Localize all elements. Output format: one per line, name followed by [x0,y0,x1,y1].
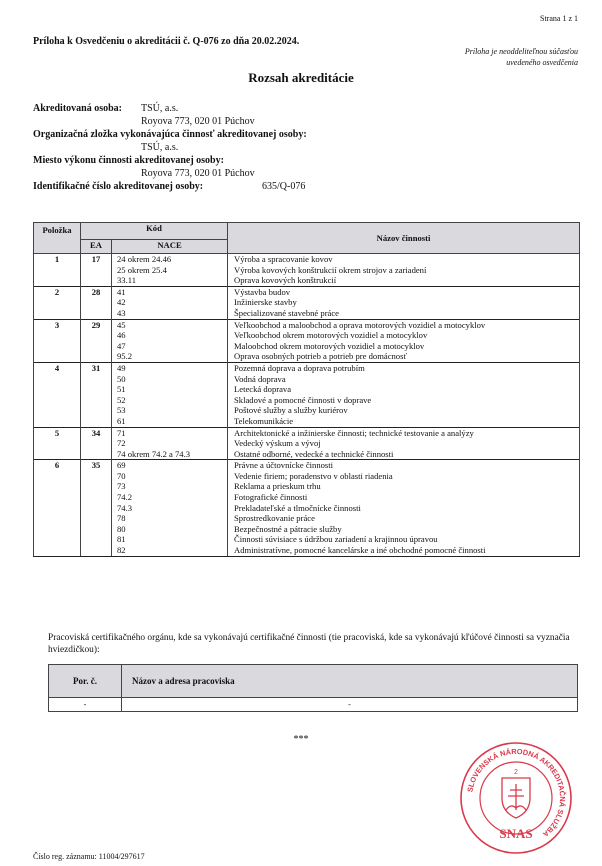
activity-cell [228,254,580,287]
activity-name: Sprostredkovanie práce [234,513,315,524]
id-label: Identifikačné číslo akreditovanej osoby: [33,181,204,192]
polozka-number: 1 [54,254,60,264]
end-marker: *** [293,734,309,745]
polozka-cell [34,460,81,556]
activity-name: Veľkoobchod a maloobchod a oprava motorových vozidiel a motocyklov [234,319,486,330]
nace-code: 74.2 [117,492,133,503]
ea-code: 34 [91,427,101,438]
ea-cell [81,286,112,319]
ea-code: 29 [91,319,101,330]
table-row [34,286,580,319]
nace-code: 33.11 [117,275,137,286]
activity-name: Ostatné odborné, vedecké a technické činnosti [234,448,394,459]
header-polozka: Položka [34,223,81,254]
activity-name: Vedenie firiem; poradenstvo v oblasti riadenia [234,470,393,481]
nace-code: 52 [117,394,126,405]
stamp-center-text: SNAS [499,826,533,841]
activity-name: Fotografické činnosti [234,492,308,503]
person-name: TSÚ, a.s. [141,103,179,114]
workplaces-table [48,664,578,712]
page-number: Strana 1 z 1 [540,14,578,23]
nace-code: 70 [117,470,126,481]
annex-note-line-2: uvedeného osvedčenia [506,58,578,67]
nace-code: 74 okrem 74.2 a 74.3 [117,448,191,459]
nace-code: 73 [117,481,126,492]
nace-cell [112,254,228,287]
document-title: Rozsah akreditácie [248,70,354,85]
polozka-cell [34,286,81,319]
registration-number: Číslo reg. záznamu: 11004/297617 [33,852,145,861]
nace-code: 25 okrem 25.4 [117,264,167,275]
workplace-number: - [49,698,122,712]
person-address: Royova 773, 020 01 Púchov [141,116,255,127]
ea-code: 35 [91,460,101,471]
ea-cell [81,319,112,362]
table-row [34,254,580,287]
activity-name: Špecializované stavebné práce [234,307,339,318]
polozka-cell [34,427,81,460]
table-row [34,319,580,362]
nace-code: 49 [117,362,126,373]
nace-code: 47 [117,340,126,351]
header-nazov: Názov činnosti [228,223,580,254]
coat-of-arms-icon [502,778,530,818]
polozka-cell [34,362,81,427]
nace-code: 69 [117,460,126,471]
nace-code: 50 [117,373,126,384]
header-ea: EA [81,239,112,253]
activity-name: Administratívne, pomocné kancelárske a iné obchodné pomocné činnosti [234,545,486,556]
nace-code: 71 [117,427,126,438]
nace-code: 61 [117,415,126,426]
nace-code: 53 [117,405,126,416]
nace-code: 46 [117,330,126,341]
id-value: 635/Q-076 [262,181,306,192]
workplace-name: - [122,698,578,712]
nace-code: 74.3 [117,502,133,513]
activity-name: Bezpečnostné a pátracie služby [234,523,342,534]
activity-name: Architektonické a inžinierske činnosti; technické testovanie a analýzy [234,427,474,438]
nace-cell [112,427,228,460]
nace-code: 95.2 [117,351,133,362]
polozka-number: 2 [54,286,60,297]
ea-cell [81,254,112,287]
activity-name: Výroba a spracovanie kovov [234,254,333,264]
nace-code: 51 [117,384,126,395]
annex-note-line-1: Príloha je neoddeliteľnou súčasťou [464,47,578,56]
ea-cell [81,362,112,427]
workplace-col-number: Por. č. [49,665,122,698]
annex-note [465,46,578,68]
activity-name: Reklama a prieskum trhu [234,481,321,492]
person-label: Akreditovaná osoba: [33,103,122,114]
polozka-number: 5 [54,427,60,438]
unit-label: Organizačná zložka vykonávajúca činnosť akreditovanej osoby: [33,129,307,140]
activity-name: Výroba kovových konštrukcií okrem strojov a zariadení [234,264,427,275]
polozka-number: 4 [54,362,60,373]
activity-cell [228,286,580,319]
snas-stamp [458,740,574,856]
activity-name: Skladové a pomocné činnosti v doprave [234,394,372,405]
nace-code: 41 [117,286,126,297]
activity-name: Výstavba budov [234,286,291,297]
ea-code: 31 [91,362,101,373]
activity-cell [228,460,580,556]
workplace-col-name: Názov a adresa pracoviska [122,665,578,698]
nace-code: 42 [117,297,126,308]
ea-cell [81,460,112,556]
activity-name: Letecká doprava [234,384,292,395]
ea-code: 17 [91,254,101,264]
place-address: Royova 773, 020 01 Púchov [141,168,255,179]
stamp-number: 2 [514,769,518,776]
nace-cell [112,286,228,319]
activity-cell [228,427,580,460]
activity-name: Pozemná doprava a doprava potrubím [234,362,365,373]
header-kod: Kód [81,223,228,240]
nace-code: 43 [117,307,126,318]
activity-cell [228,362,580,427]
polozka-number: 6 [54,460,60,471]
activity-cell [228,319,580,362]
activity-name: Činnosti súvisiace s údržbou zariadení a krajinnou úpravou [234,534,438,545]
activity-name: Inžinierske stavby [234,297,297,308]
nace-code: 81 [117,534,126,545]
polozka-cell [34,254,81,287]
nace-cell [112,319,228,362]
activity-name: Telekomunikácie [234,415,294,426]
polozka-cell [34,319,81,362]
table-row [34,362,580,427]
place-label: Miesto výkonu činnosti akreditovanej osoby: [33,155,224,166]
annex-header: Príloha k Osvedčeniu o akreditácii č. Q-076 zo dňa 20.02.2024. [33,36,300,47]
certification-note: Pracoviská certifikačného orgánu, kde sa vykonávajú certifikačné činnosti (tie pracoviská, kde sa vykonávajú kľúčové činnosti sa vyznačia hviezdičkou): [48,633,570,655]
activity-name: Oprava osobných potrieb a potrieb pre domácnosť [234,351,408,362]
ea-cell [81,427,112,460]
accreditation-scope-table [33,222,580,557]
polozka-number: 3 [54,319,60,330]
activity-name: Oprava kovových konštrukcií [234,275,337,286]
stamp-ring-text: SLOVENSKÁ NÁRODNÁ AKREDITAČNÁ SLUŽBA [465,746,568,839]
nace-code: 45 [117,319,126,330]
nace-code: 82 [117,545,126,556]
activity-name: Prekladateľské a tlmočnícke činnosti [234,502,361,513]
nace-cell [112,362,228,427]
nace-cell [112,460,228,556]
activity-name: Maloobchod okrem motorových vozidiel a motocyklov [234,340,425,351]
table-row [34,427,580,460]
activity-name: Poštové služby a služby kuriérov [234,405,348,416]
activity-name: Vedecký výskum a vývoj [234,438,321,449]
table-row [49,698,578,712]
table-row [34,460,580,556]
nace-code: 24 okrem 24.46 [117,254,172,264]
header-nace: NACE [112,239,228,253]
nace-code: 72 [117,438,126,449]
activity-name: Právne a účtovnícke činnosti [234,460,334,471]
nace-code: 80 [117,523,126,534]
nace-code: 78 [117,513,126,524]
activity-name: Vodná doprava [234,373,286,384]
ea-code: 28 [91,286,101,297]
unit-name: TSÚ, a.s. [141,142,179,153]
activity-name: Veľkoobchod okrem motorových vozidiel a motocyklov [234,330,428,341]
